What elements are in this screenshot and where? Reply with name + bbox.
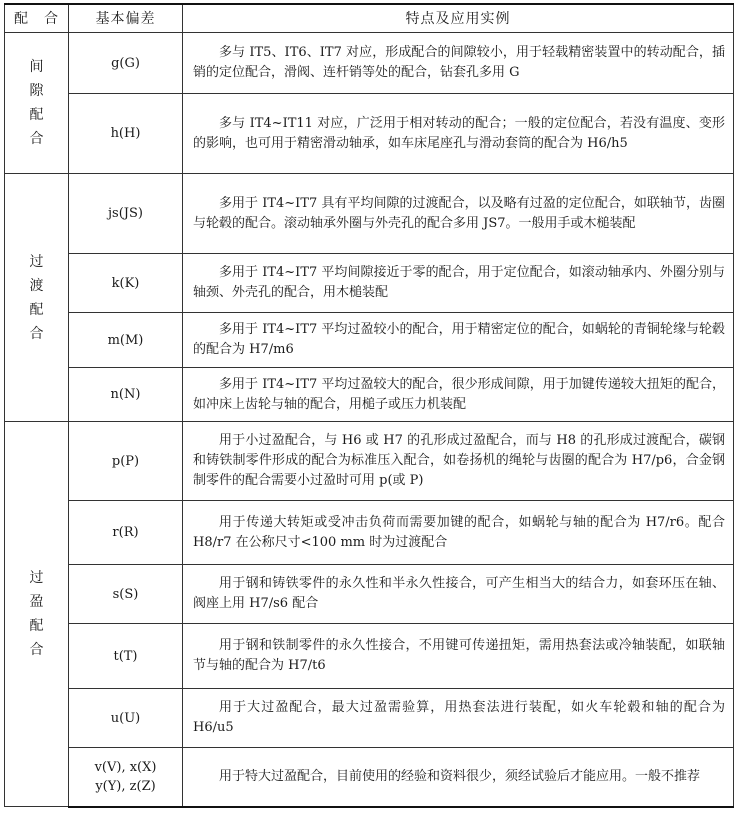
deviation-cell: k(K) — [69, 254, 183, 313]
description-cell: 用于传递大转矩或受冲击负荷而需要加键的配合，如蜗轮与轴的配合为 H7/r6。配合 H8/r7 在公称尺寸<100 mm 时为过渡配合 — [183, 501, 734, 565]
deviation-cell: s(S) — [69, 565, 183, 624]
deviation-cell: u(U) — [69, 689, 183, 748]
table-row — [5, 501, 734, 565]
table-row — [5, 313, 734, 368]
description-cell: 用于小过盈配合，与 H6 或 H7 的孔形成过盈配合，而与 H8 的孔形成过渡配合，碳钢和铸铁制零件形成的配合为标准压入配合，如卷扬机的绳轮与齿圈的配合为 H7/p6，合金钢制零件的配合需要小过盈时可用 p(或 P) — [183, 422, 734, 501]
table-row — [5, 254, 734, 313]
description-cell: 多用于 IT4~IT7 平均过盈较大的配合，很少形成间隙，用于加键传递较大扭矩的配合，如冲床上齿轮与轴的配合，用槌子或压力机装配 — [183, 368, 734, 422]
header-category: 配 合 — [5, 4, 69, 33]
group-interference-fit — [5, 422, 69, 807]
deviation-cell: g(G) — [69, 33, 183, 94]
deviation-cell: js(JS) — [69, 174, 183, 254]
header-deviation: 基本偏差 — [69, 4, 183, 33]
group-label: 间隙配合 — [29, 59, 44, 147]
deviation-cell: n(N) — [69, 368, 183, 422]
description-cell: 用于大过盈配合，最大过盈需验算，用热套法进行装配，如火车轮毂和轴的配合为 H6/u5 — [183, 689, 734, 748]
description-cell: 多用于 IT4~IT7 平均间隙接近于零的配合，用于定位配合，如滚动轴承内、外圈分别与轴颈、外壳孔的配合，用木槌装配 — [183, 254, 734, 313]
description-cell: 多与 IT4~IT11 对应，广泛用于相对转动的配合；一般的定位配合，若没有温度、变形的影响，也可用于精密滑动轴承，如车床尾座孔与滑动套筒的配合为 H6/h5 — [183, 94, 734, 174]
table-row — [5, 174, 734, 254]
table-header-row — [5, 4, 734, 33]
table-row — [5, 94, 734, 174]
table-row — [5, 748, 734, 807]
deviation-cell: v(V), x(X) y(Y), z(Z) — [69, 748, 183, 807]
deviation-cell: m(M) — [69, 313, 183, 368]
description-cell: 用于特大过盈配合，目前使用的经验和资料很少，须经试验后才能应用。一般不推荐 — [183, 748, 734, 807]
table-row — [5, 368, 734, 422]
group-clearance-fit — [5, 33, 69, 174]
description-cell: 多用于 IT4~IT7 具有平均间隙的过渡配合，以及略有过盈的定位配合，如联轴节，齿圈与轮毂的配合。滚动轴承外圈与外壳孔的配合多用 JS7。一般用手或木槌装配 — [183, 174, 734, 254]
description-cell: 多用于 IT4~IT7 平均过盈较小的配合，用于精密定位的配合，如蜗轮的青铜轮缘与轮毂的配合为 H7/m6 — [183, 313, 734, 368]
fit-characteristics-table — [4, 3, 734, 808]
deviation-cell: p(P) — [69, 422, 183, 501]
table-row — [5, 624, 734, 689]
table-row — [5, 565, 734, 624]
description-cell: 多与 IT5、IT6、IT7 对应，形成配合的间隙较小，用于轻载精密装置中的转动配合，插销的定位配合，滑阀、连杆销等处的配合，钻套孔多用 G — [183, 33, 734, 94]
header-features: 特点及应用实例 — [183, 4, 734, 33]
deviation-cell: h(H) — [69, 94, 183, 174]
group-label: 过盈配合 — [29, 570, 44, 658]
description-cell: 用于钢和铸铁零件的永久性和半永久性接合，可产生相当大的结合力，如套环压在轴、阀座上用 H7/s6 配合 — [183, 565, 734, 624]
deviation-cell: r(R) — [69, 501, 183, 565]
group-transition-fit — [5, 174, 69, 422]
table-row — [5, 689, 734, 748]
description-cell: 用于钢和铁制零件的永久性接合，不用键可传递扭矩，需用热套法或冷轴装配，如联轴节与轴的配合为 H7/t6 — [183, 624, 734, 689]
table-row — [5, 422, 734, 501]
table-row — [5, 33, 734, 94]
group-label: 过渡配合 — [29, 253, 44, 342]
deviation-cell: t(T) — [69, 624, 183, 689]
